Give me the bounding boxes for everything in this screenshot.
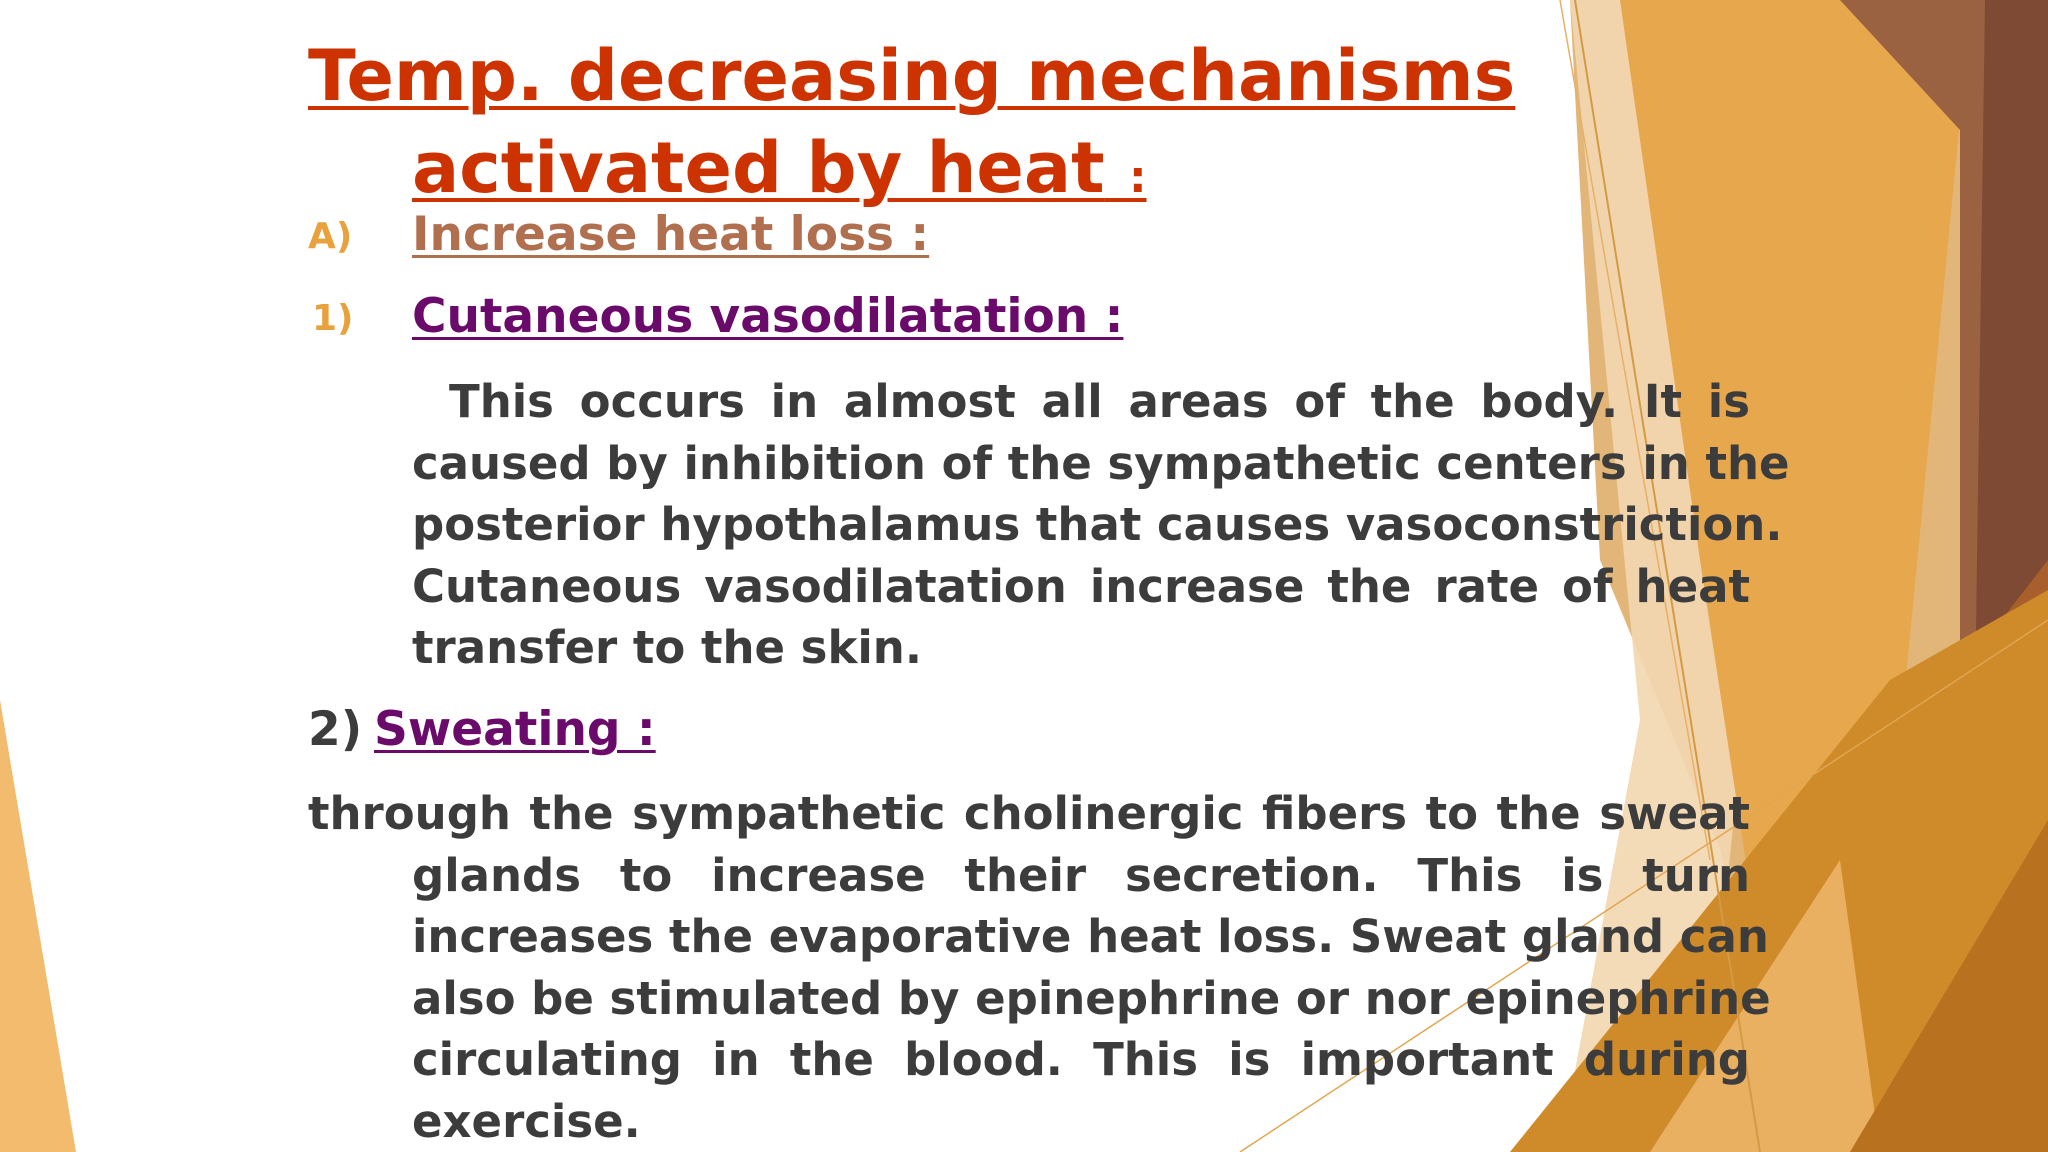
item-2-body [412,845,1771,1152]
item-2-heading: Sweating : [374,702,656,757]
item-1-heading: Cutaneous vasodilatation : [412,289,1124,344]
item-1-body-line: transfer to the skin. [412,621,922,674]
item-2-body-line: increases the evaporative heat loss. Sweat gland can [412,910,1769,963]
slide-title-colon: : [1128,152,1147,203]
item-1-body [412,371,1790,679]
item-2-body-line: glands to increase their secretion. This is turn [412,848,1750,902]
section-a-marker: A) [308,216,353,257]
slide-title-line-2 [412,126,1147,220]
item-2-body-line: exercise. [412,1094,641,1148]
item-1-body-line: This occurs in almost all areas of the body. It is [449,375,1750,428]
section-a-heading: Increase heat loss : [412,207,930,262]
slide-title-line-2-text: activated by heat [412,127,1105,209]
item-1-body-line: posterior hypothalamus that causes vasoconstriction. [412,498,1783,551]
item-2-body-line: through the sympathetic cholinergic fibers to the sweat [308,787,1750,840]
item-2-body-line: also be stimulated by epinephrine or nor epinephrine [412,971,1771,1025]
item-2-body-line: circulating in the blood. This is important during [412,1033,1750,1086]
item-1-body-line: caused by inhibition of the sympathetic centers in the [412,436,1790,490]
item-1-marker: 1) [312,298,354,339]
item-2-first-line-block [308,783,1750,845]
slide-title-line-1: Temp. decreasing mechanisms [308,35,1516,117]
item-2-marker: 2) [308,702,363,757]
item-1-body-line: Cutaneous vasodilatation increase the rate of heat [412,559,1750,613]
